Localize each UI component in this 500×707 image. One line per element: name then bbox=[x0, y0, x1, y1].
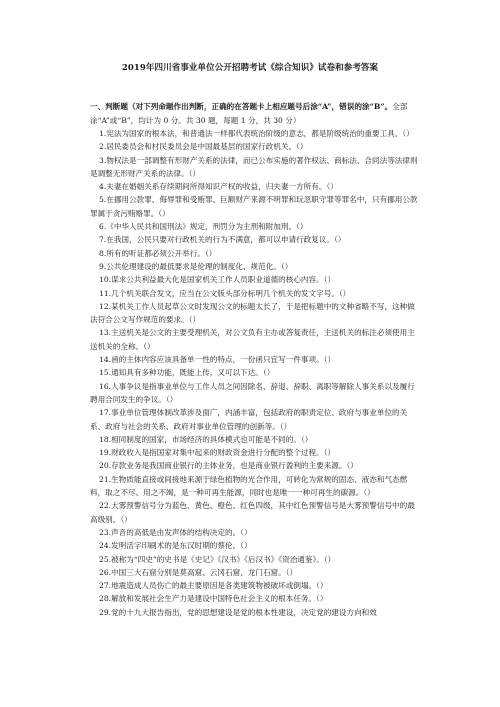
question-text: 3.物权法是一部调整有形财产关系的法律，而已公布实施的著作权法、商标法、合同法等法律则是调整无形财产关系的法律。（） bbox=[90, 155, 418, 178]
question-text: 24.发明活字印刷术的是东汉时期的蔡伦。（） bbox=[99, 541, 252, 551]
question-text: 19.财政收入是指国家对集中起来的财政资金进行分配的整个过程。（） bbox=[99, 448, 336, 458]
question-item bbox=[90, 247, 420, 260]
question-item bbox=[90, 380, 420, 407]
question-item bbox=[90, 499, 420, 526]
question-text: 21.生物质能直接或间接地来源于绿色植物的光合作用，可转化为常规的固态、液态和气态燃料，取之不尽、用之不竭，是一种可再生能源，同时也是唯一一种可再生的碳源。（） bbox=[90, 474, 408, 498]
question-item bbox=[90, 446, 420, 459]
question-item bbox=[90, 326, 420, 353]
question-item bbox=[90, 127, 420, 140]
question-text: 28.解放和发展社会生产力是建设中国特色社会主义的根本任务。（） bbox=[99, 594, 328, 604]
question-text: 27.地震造成人员伤亡的最主要原因是各类建筑物被破坏或倒塌。（） bbox=[99, 581, 328, 591]
question-list bbox=[90, 127, 420, 619]
question-text: 6.《中华人民共和国刑法》规定，刑罚分为主刑和附加刑。（） bbox=[99, 222, 308, 232]
question-text: 4.夫妻在婚姻关系存续期间所得知识产权的收益，归夫妻一方所有。（） bbox=[99, 182, 338, 192]
question-item bbox=[90, 406, 420, 433]
question-text: 9.公共伦理建设的最低要求是伦理的制度化、规范化。（） bbox=[99, 261, 293, 271]
question-item bbox=[90, 566, 420, 579]
question-item bbox=[90, 553, 420, 566]
question-item bbox=[90, 353, 420, 366]
question-item bbox=[90, 539, 420, 552]
question-text: 20.存款业务是我国商业银行的主体业务，也是商业银行盈利的主要来源。（） bbox=[99, 461, 358, 471]
question-item bbox=[90, 287, 420, 300]
question-text: 5.在挪用公款罪、侮辱罪和受贿罪、巨额财产来源不明罪和玩忽职守罪等罪名中，只有挪用公款罪属于贪污贿赂罪。（） bbox=[90, 195, 418, 218]
question-text: 23.声音的高低是由发声体的结构决定的。（） bbox=[99, 527, 252, 537]
question-item bbox=[90, 473, 420, 500]
question-text: 10.谋求公共利益最大化是国家机关工作人员职业道德的核心内容。（） bbox=[99, 275, 336, 285]
section-heading: 一、判断题（对下列命题作出判断，正确的在答题卡上相应题号后涂“A”，错误的涂“B”。 bbox=[90, 102, 393, 111]
section-instructions bbox=[90, 100, 420, 127]
question-item bbox=[90, 273, 420, 286]
page-title: 2019年四川省事业单位公开招聘考试《综合知识》试卷和参考答案 bbox=[121, 63, 379, 73]
question-item bbox=[90, 180, 420, 193]
question-text: 16.人事争议是指事业单位与工作人员之间因除名、辞退、辞职、离职等解除人事关系以及履行聘用合同发生的争议。（） bbox=[90, 381, 415, 404]
question-item bbox=[90, 154, 420, 181]
question-item bbox=[90, 433, 420, 446]
question-item bbox=[90, 140, 420, 153]
question-text: 18.相同制度的国家，市场经济的具体模式也可能是不同的。（） bbox=[99, 434, 313, 444]
question-text: 15.通知具有多种功能，既能上传，又可以下达。（） bbox=[99, 368, 275, 378]
question-text: 13.主送机关是公文的主要受理机关，对公文负有主办或答复责任，主送机关的标注必须使用主送机关的全称。（） bbox=[90, 328, 415, 351]
question-text: 25.被称为“四史”的史书是《史记》《汉书》《后汉书》《资治通鉴》。（） bbox=[99, 554, 336, 564]
question-text: 8.所有的听证都必须公开举行。（） bbox=[99, 248, 217, 258]
question-text: 7.在我国，公民只要对行政机关的行为不满意，都可以申请行政复议。（） bbox=[99, 235, 346, 245]
question-item bbox=[90, 579, 420, 592]
section-rest: 全部涂“A”或“B”，均计为 0 分。共 30 题，每题 1 分，共 30 分） bbox=[90, 102, 408, 125]
question-text: 17.事业单位管理体制改革涉及面广，内涵丰富，包括政府的职责定位、政府与事业单位的关系、政府与社会的关系、政府对事业单位管理的创新等。（） bbox=[90, 408, 408, 431]
question-item bbox=[90, 592, 420, 605]
question-item bbox=[90, 220, 420, 233]
question-item bbox=[90, 366, 420, 379]
question-item bbox=[90, 459, 420, 472]
question-item bbox=[90, 526, 420, 539]
question-text: 11.几个机关联合发文，应当在公文版头部分标明几个机关的发文字号。（） bbox=[99, 288, 351, 298]
question-text: 12.某机关工作人员起草公文时发现公文的标题太长了，于是把标题中的文种省略不写，这种做法符合公文写作规范的要求。（） bbox=[90, 301, 415, 325]
question-text: 2.居民委员会和村民委员会是中国最基层的国家行政机关。（） bbox=[99, 142, 308, 152]
question-item bbox=[90, 233, 420, 246]
question-text: 22.大雾预警信号分为蓝色、黄色、橙色、红色四级，其中红色预警信号是大雾预警信号中的最高级别。（） bbox=[90, 501, 415, 524]
question-text: 1.宪法为国家的根本法，和普通法一样都代表统治阶级的意志，都是阶级统治的重要工具。（） bbox=[99, 129, 414, 138]
question-text: 14.函的主体内容应该具备单一性的特点，一份函只宜写一件事项。（） bbox=[99, 355, 336, 365]
question-item bbox=[90, 606, 420, 619]
question-text: 26.中国三大石窟分别是莫高窟、云冈石窟、龙门石窟。（） bbox=[99, 567, 298, 577]
question-item bbox=[90, 260, 420, 273]
question-text: 29.党的十九大报告指出，党的思想建设是党的根本性建设，决定党的建设方向和效 bbox=[99, 607, 377, 617]
question-item bbox=[90, 193, 420, 220]
question-item bbox=[90, 300, 420, 327]
